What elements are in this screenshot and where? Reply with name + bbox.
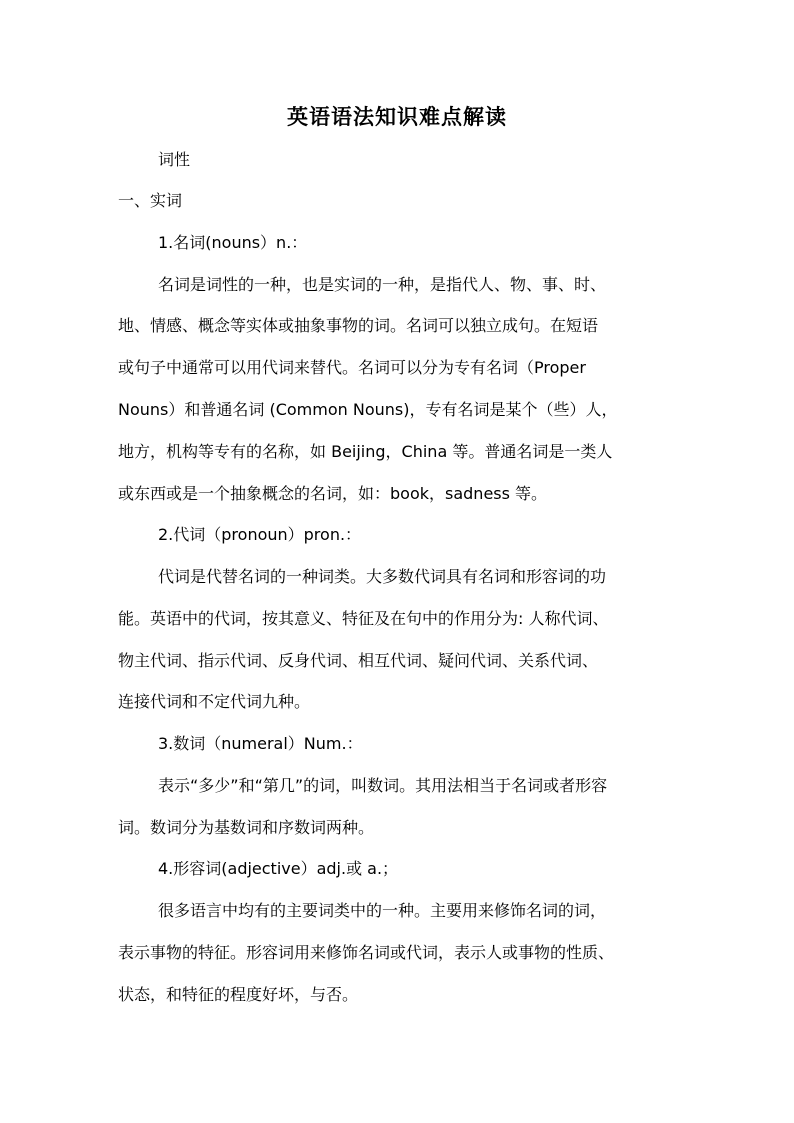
paragraph-line: 代词是代替名词的一种词类。大多数代词具有名词和形容词的功 [158, 567, 607, 586]
paragraph-line: 连接代词和不定代词九种。 [118, 692, 311, 711]
paragraph-line: 或句子中通常可以用代词来替代。名词可以分为专有名词（Proper [118, 358, 586, 377]
paragraph-line: 地、情感、概念等实体或抽象事物的词。名词可以独立成句。在短语 [118, 316, 599, 335]
paragraph-line: 物主代词、指示代词、反身代词、相互代词、疑问代词、关系代词、 [118, 651, 599, 670]
item-heading-nouns: 1.名词(nouns）n.： [158, 233, 308, 252]
paragraph-line: 能。英语中的代词，按其意义、特征及在句中的作用分为: 人称代词、 [118, 609, 609, 628]
paragraph-line: Nouns）和普通名词 (Common Nouns)，专有名词是某个（些）人， [118, 400, 618, 419]
paragraph-line: 或东西或是一个抽象概念的名词，如：book，sadness 等。 [118, 484, 548, 503]
paragraph-line: 词。数词分为基数词和序数词两种。 [118, 818, 375, 837]
paragraph-line: 状态，和特征的程度好坏，与否。 [118, 985, 359, 1004]
paragraph-line: 地方，机构等专有的名称，如 Beijing，China 等。普通名词是一类人 [118, 442, 613, 461]
paragraph-line: 名词是词性的一种，也是实词的一种，是指代人、物、事、时、 [158, 275, 607, 294]
paragraph-line: 表示“多少”和“第几”的词，叫数词。其用法相当于名词或者形容 [158, 776, 608, 795]
item-heading-pronoun: 2.代词（pronoun）pron.： [158, 525, 362, 544]
section-label: 词性 [158, 150, 191, 169]
document-title: 英语语法知识难点解读 [287, 104, 507, 129]
part-heading: 一、实词 [118, 191, 183, 210]
paragraph-line: 很多语言中均有的主要词类中的一种。主要用来修饰名词的词， [158, 901, 607, 920]
item-heading-adjective: 4.形容词(adjective）adj.或 a.； [158, 859, 399, 878]
item-heading-numeral: 3.数词（numeral）Num.： [158, 734, 363, 753]
paragraph-line: 表示事物的特征。形容词用来修饰名词或代词，表示人或事物的性质、 [118, 943, 615, 962]
